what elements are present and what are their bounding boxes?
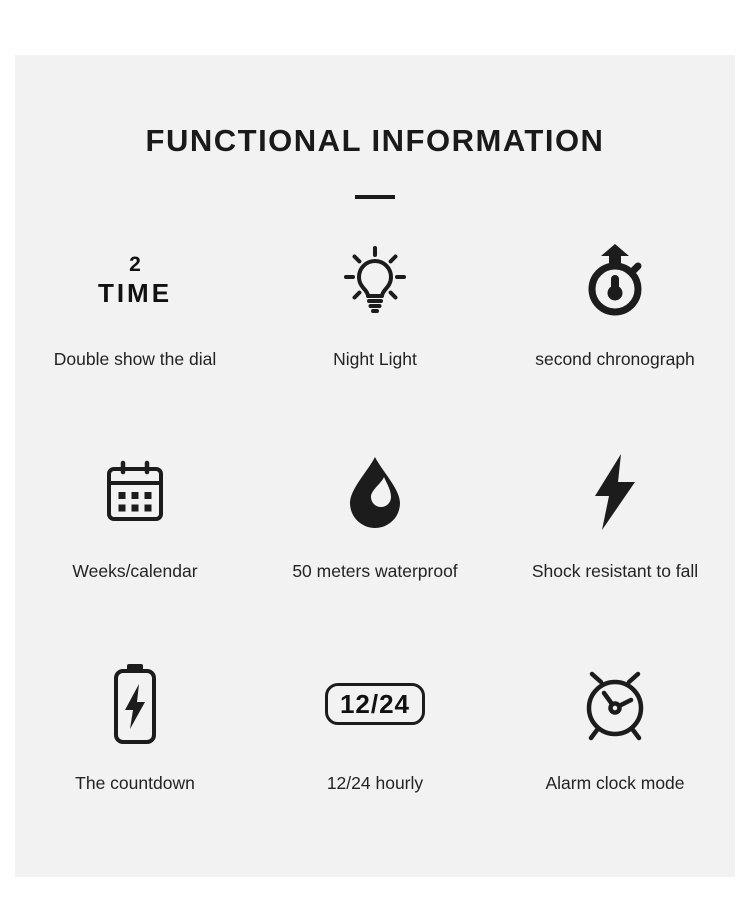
feature-label: 50 meters waterproof <box>292 561 458 581</box>
feature-hour-format <box>255 661 495 873</box>
feature-grid <box>15 237 735 873</box>
lightning-bolt-icon <box>587 449 643 535</box>
water-drop-icon <box>344 449 406 535</box>
feature-waterproof <box>255 449 495 661</box>
page-title: FUNCTIONAL INFORMATION <box>145 123 605 158</box>
alarm-clock-icon <box>578 661 652 747</box>
feature-night-light <box>255 237 495 449</box>
battery-icon <box>112 661 158 747</box>
feature-chronograph <box>495 237 735 449</box>
feature-label: Double show the dial <box>53 349 217 369</box>
feature-label: Alarm clock mode <box>545 773 685 793</box>
hour-format-badge-icon <box>325 661 425 747</box>
feature-label: second chronograph <box>535 349 695 369</box>
feature-dual-time <box>15 237 255 449</box>
title-underline <box>355 195 395 199</box>
calendar-icon <box>103 449 167 535</box>
feature-label: Shock resistant to fall <box>531 561 699 581</box>
dual-time-icon <box>98 237 172 323</box>
feature-label: The countdown <box>75 773 195 793</box>
hour-format-badge-text: 12/24 <box>325 683 425 725</box>
dual-time-word: TIME <box>97 277 173 308</box>
feature-alarm-clock <box>495 661 735 873</box>
feature-label: 12/24 hourly <box>326 773 424 793</box>
feature-countdown <box>15 661 255 873</box>
feature-label: Weeks/calendar <box>72 561 198 581</box>
dual-time-number: 2 <box>129 252 141 276</box>
night-light-bulb-icon <box>336 237 414 323</box>
feature-label: Night Light <box>333 349 417 369</box>
stopwatch-icon <box>580 237 650 323</box>
feature-shock-resistant <box>495 449 735 661</box>
feature-panel <box>15 55 735 877</box>
feature-calendar <box>15 449 255 661</box>
